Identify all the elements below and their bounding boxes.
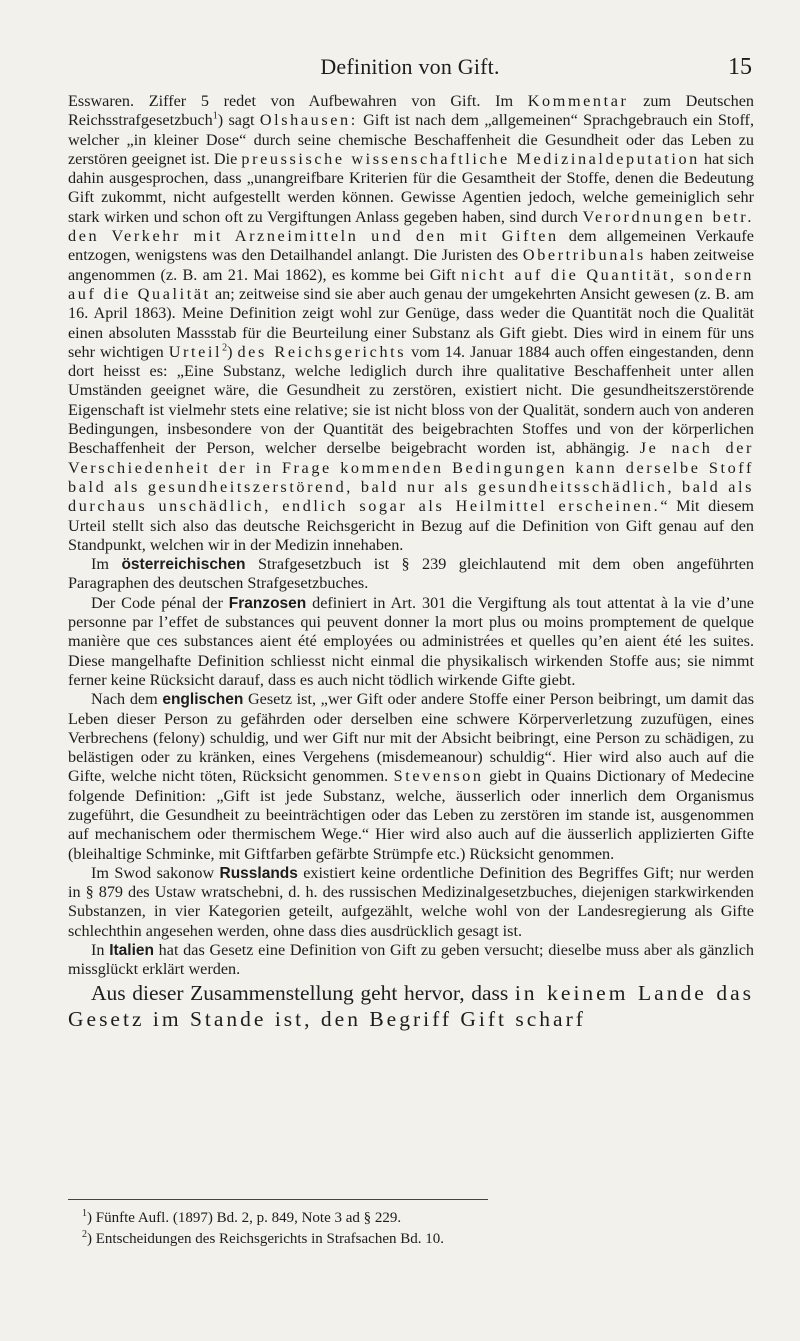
- emphasis-kommentar: Kommentar: [527, 92, 629, 110]
- text-run: definiert in Art. 301 die Vergiftung als tout attentat à la vie d’une personne par l’effet de substances qui peuvent donner la mort plus ou moins promptement de quelque manière que ces substances aient été employées ou administrées et quelles qu’en aient été les suites. Diese mangelhafte Definition schliesst nicht einmal die physikalisch wirkenden Stoffe aus; sie nimmt ferner keine Rücksicht darauf, dass es auch nicht tödlich wirkende Gifte giebt.: [68, 593, 754, 689]
- paragraph-2: [68, 555, 754, 594]
- emphasis-englischen: englischen: [162, 691, 244, 709]
- paragraph-4: [68, 690, 754, 864]
- emphasis-russlands: Russlands: [219, 864, 298, 882]
- emphasis-medizinaldeputation: preussische wissenschaftliche Medizinaldeputation: [241, 149, 700, 168]
- footnote-mark: 2: [82, 1229, 87, 1240]
- text-run: Strafgesetzbuch ist § 239 gleichlautend mit dem oben angeführten Paragraphen des deutschen Strafgesetzbuches.: [68, 555, 755, 593]
- text-run: zum Deutschen Reichsstrafgesetzbuch: [68, 92, 754, 130]
- emphasis-reichsgerichts: des Reichsgerichts: [237, 342, 407, 361]
- footnote-1: [68, 1208, 754, 1229]
- text-run: Gesetz ist, „wer Gift oder andere Stoffe einer Person beibringt, um damit das Leben dieser Person zu gefährden oder derselben eine schwere Körperverletzung zuzufügen, eines Verbrechens (felony) schuldig, und wer Gift nur mit der Absicht beibringt, eine Person zu schädigen, zu belästigen oder zu kränken, eines Vergehens (misdemeanour) schuldig“. Hier wird also auch auf die Gifte, welche nicht töten, Rücksicht genommen.: [68, 690, 754, 786]
- footnote-ref-1[interactable]: 1: [212, 110, 218, 122]
- emphasis-urteil: Urteil: [168, 342, 223, 361]
- conclusion-heading: [68, 980, 754, 1032]
- emphasis-franzosen: Franzosen: [228, 594, 307, 612]
- emphasis-stevenson: Stevenson: [393, 767, 484, 786]
- emphasis-oesterreichischen: österreichischen: [121, 556, 246, 574]
- running-title: Definition von Gift.: [320, 54, 500, 79]
- text-run: Im Swod sakonow: [91, 863, 220, 882]
- footnote-mark: 1: [82, 1208, 87, 1219]
- text-run: Der Code pénal der: [91, 593, 229, 612]
- text-run: In: [91, 941, 110, 960]
- text-run: Nach dem: [91, 690, 163, 709]
- text-run: Gift ist nach dem „allgemeinen“ Sprachgebrauch ein Stoff, welcher „in kleiner Dose“ durch seine chemische Beschaffenheit die Gesundheit oder das Leben zu zerstören geeignet ist. Die: [68, 111, 754, 168]
- page-number: 15: [728, 54, 752, 80]
- paragraph-3: [68, 594, 754, 690]
- text-run: ) sagt: [217, 111, 260, 130]
- text-run: haben zeitweise angenommen (z. B. am 21. Mai 1862), es komme bei Gift: [68, 246, 754, 284]
- emphasis-verordnungen: Verordnungen betr. den Verkehr mit Arzneimitteln und den mit Giften: [68, 207, 754, 246]
- footnote-divider: [68, 1199, 488, 1200]
- text-run: hat das Gesetz eine Definition von Gift zu geben versucht; dieselbe muss aber als gänzlich missglückt erklärt werden.: [68, 941, 754, 979]
- footnotes: [68, 1208, 754, 1250]
- text-run: “ Mit diesem Urteil stellt sich also das deutsche Reichsgericht in Bezug auf die Definition von Gift genau auf den Standpunkt, welchen wir in der Medizin innehaben.: [68, 497, 754, 554]
- text-run: hat sich dahin ausgesprochen, dass „unangreifbare Kriterien für die Gesamtheit der Stoffe, denen die Bedeutung Gift zukommt, nicht aufgestellt werden können. Gewisse Agentien jedoch, welche gemeiniglich sehr stark wirken und schon oft zu Vergiftungen Anlass gegeben haben, sind durch: [68, 149, 754, 226]
- emphasis-quantitaet-qualitaet: nicht auf die Quantität, sondern auf die Qualität: [68, 265, 754, 303]
- footnote-text: ) Entscheidungen des Reichsgerichts in Strafsachen Bd. 10.: [87, 1231, 444, 1247]
- text-run: giebt in Quains Dictionary of Medecine folgende Definition: „Gift ist jede Substanz, welche, äusserlich oder innerlich dem Organismus zugeführt, die Gesundheit zu beeinträchtigen oder das Leben zu zerstören im stande ist, ausgenommen auf mechanischem oder thermischem Wege.“ Hier wird also auch auf die äusserlich applizierten Gifte (bleihaltige Schminke, mit Giftfarben gefärbte Strümpfe etc.) Rücksicht genommen.: [68, 767, 754, 863]
- emphasis-italien: Italien: [109, 942, 154, 960]
- paragraph-1: [68, 92, 754, 555]
- text-run: Aus dieser Zusammenstellung geht hervor, dass: [91, 980, 515, 1005]
- paragraph-6: [68, 941, 754, 980]
- body-text: [68, 92, 754, 1032]
- text-run: Esswaren. Ziffer 5 redet von Aufbewahren von Gift. Im: [68, 92, 528, 110]
- text-run: vom 14. Januar 1884 auch offen eingestanden, denn dort heisst es: „Eine Substanz, welche lediglich durch ihre qualitative Beschaffenheit unter allen Umständen geeignet wäre, die Gesundheit zu zerstören, existiert nicht. Die gesundheitszerstörende Eigenschaft ist vielmehr stets eine relative; sie ist nicht bloss von der Qualität, sondern auch von anderen Bedingungen, insbesondere von der Quantität des beigebrachten Stoffes und von der körperlichen Beschaffenheit der Person, welcher derselbe beigebracht worden ist, abhängig.: [68, 342, 754, 458]
- text-run: dem allgemeinen Verkaufe entzogen, wenigstens was den Detailhandel anlangt. Die Juristen des: [68, 227, 754, 265]
- text-run: existiert keine ordentliche Definition des Begriffes Gift; nur werden in § 879 des Ustaw wratschebni, d. h. des russischen Medizinalgesetzbuches, diejenigen starkwirkenden Substanzen, in vier Kategorien geteilt, aufgezählt, welche wohl von der Landesregierung als Gifte schlechthin angesehen werden, ohne dass dies ausdrücklich gesagt ist.: [68, 863, 754, 940]
- text-run: an; zeitweise sind sie aber auch genau der umgekehrten Ansicht gewesen (z. B. am 16. April 1863). Meine Definition zeigt wohl zur Genüge, dass weder die Quantität noch die Qualität einen absoluten Massstab für die Beurteilung einer Substanz als Gift giebt. Dies wird in einem für uns sehr wichtigen: [68, 284, 754, 361]
- emphasis-quote: Je nach der Verschiedenheit der in Frage kommenden Bedingungen kann derselbe Stoff bald als gesundheitszerstörend, bald nur als gesundheitsschädlich, bald als durchaus unschädlich, endlich sogar als Heilmittel erscheinen.: [68, 439, 755, 516]
- text-run: ): [227, 342, 238, 361]
- footnote-2: [68, 1229, 754, 1250]
- text-run: Im: [91, 555, 122, 574]
- emphasis-conclusion: in keinem Lande das Gesetz im Stande ist, den Begriff Gift scharf: [68, 980, 754, 1031]
- emphasis-obertribunals: Obertribunals: [522, 246, 646, 265]
- emphasis-olshausen: Olshausen:: [259, 111, 358, 130]
- footnote-ref-2[interactable]: 2: [222, 342, 228, 354]
- footnote-text: ) Fünfte Aufl. (1897) Bd. 2, p. 849, Note 3 ad § 229.: [87, 1210, 402, 1226]
- paragraph-5: [68, 864, 754, 941]
- running-head: [68, 54, 752, 86]
